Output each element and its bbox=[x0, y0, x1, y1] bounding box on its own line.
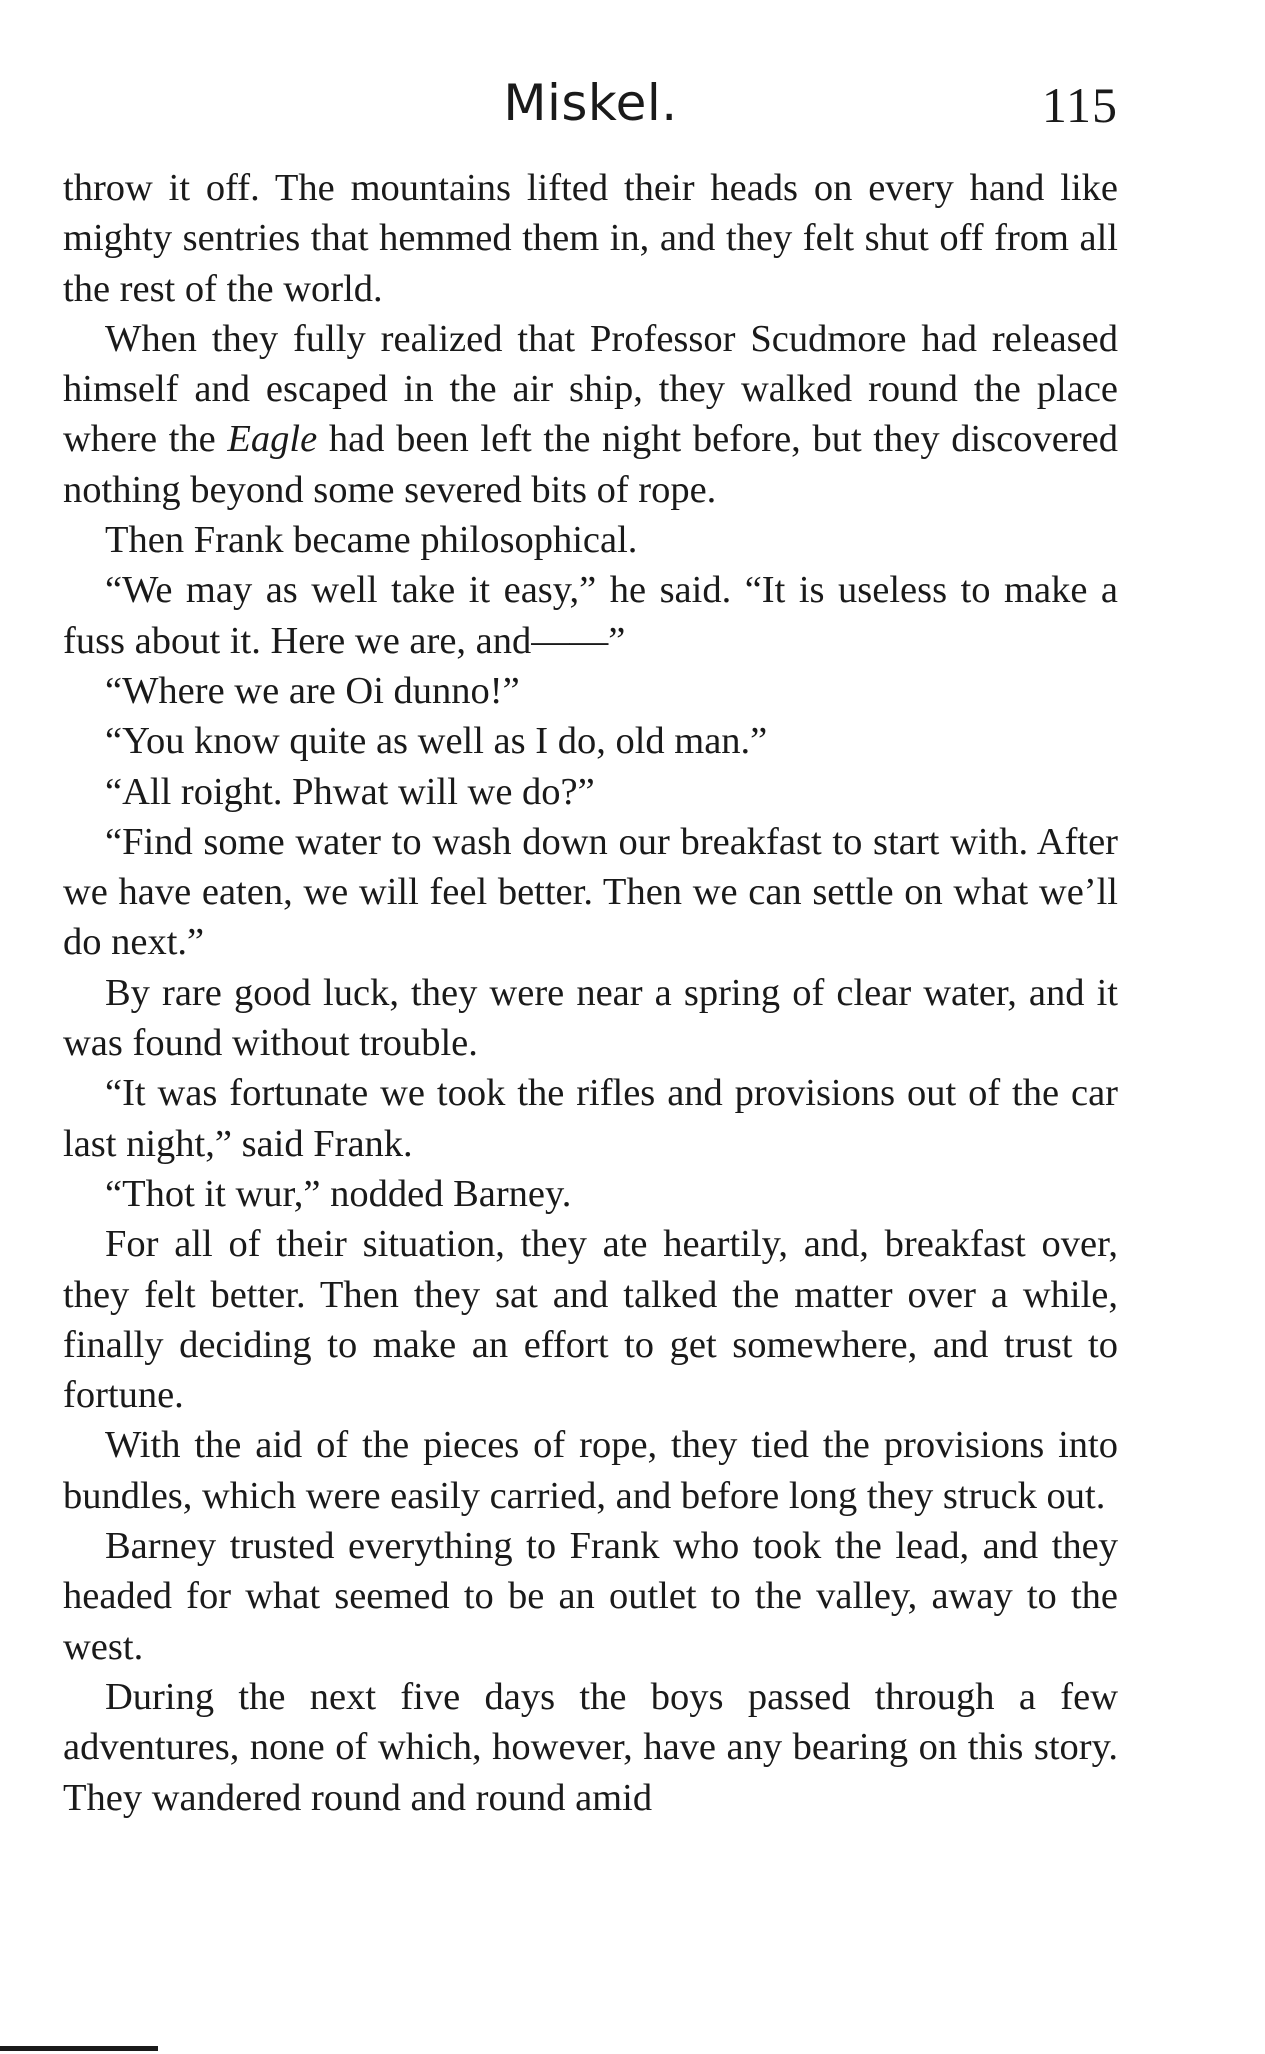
paragraph: By rare good luck, they were near a spring of clear water, and it was found without trouble. bbox=[63, 971, 1118, 1065]
paragraph: “You know quite as well as I do, old man.” bbox=[105, 720, 768, 763]
page-number: 115 bbox=[1041, 77, 1118, 133]
paragraph bbox=[63, 314, 1118, 515]
paragraph: “It was fortunate we took the rifles and provisions out of the car last night,” said Frank. bbox=[63, 1072, 1118, 1165]
paragraph: Barney trusted everything to Frank who took the lead, and they headed for what seemed to be an outlet to the valley, away to the west. bbox=[63, 1525, 1118, 1668]
paragraph: Then Frank became philosophical. bbox=[105, 519, 638, 562]
paragraph-continued: throw it off. The mountains lifted their heads on every hand like mighty sentries that hemmed them in, and they felt shut off from all the rest of the world. bbox=[63, 167, 1118, 310]
paragraph-text-part: When they fully realized that Professor Scudmore had released himself and escaped in the air ship, they walked round the place where the bbox=[63, 317, 1118, 461]
paragraph: With the aid of the pieces of rope, they tied the provisions into bundles, which were easily carried, and before long they struck out. bbox=[63, 1424, 1118, 1517]
paragraph: During the next five days the boys passed through a few adventures, none of which, however, have any bearing on this story. They wandered round and round amid bbox=[63, 1675, 1118, 1819]
paragraph: “Thot it wur,” nodded Barney. bbox=[105, 1172, 572, 1215]
body-text bbox=[63, 163, 1118, 1823]
page-header bbox=[63, 68, 1118, 138]
paragraph-text-part: had been left the night before, but they discovered nothing beyond some severed bits of rope. bbox=[63, 418, 1118, 511]
paragraph: “We may as well take it easy,” he said. “It is useless to make a fuss about it. Here we are, and——” bbox=[63, 569, 1118, 662]
running-head: Miskel. bbox=[503, 74, 678, 132]
scan-edge-mark bbox=[0, 2046, 158, 2051]
italic-ship-name: Eagle bbox=[227, 418, 318, 461]
paragraph: For all of their situation, they ate heartily, and, breakfast over, they felt better. Then they sat and talked the matter over a while, finally deciding to make an effort to get somewhere, and trust to fortune. bbox=[63, 1223, 1118, 1417]
paragraph: “Where we are Oi dunno!” bbox=[105, 669, 520, 712]
paragraph: “All roight. Phwat will we do?” bbox=[105, 770, 595, 813]
paragraph: “Find some water to wash down our breakfast to start with. After we have eaten, we will feel better. Then we can settle on what we’ll do next.” bbox=[63, 820, 1118, 964]
